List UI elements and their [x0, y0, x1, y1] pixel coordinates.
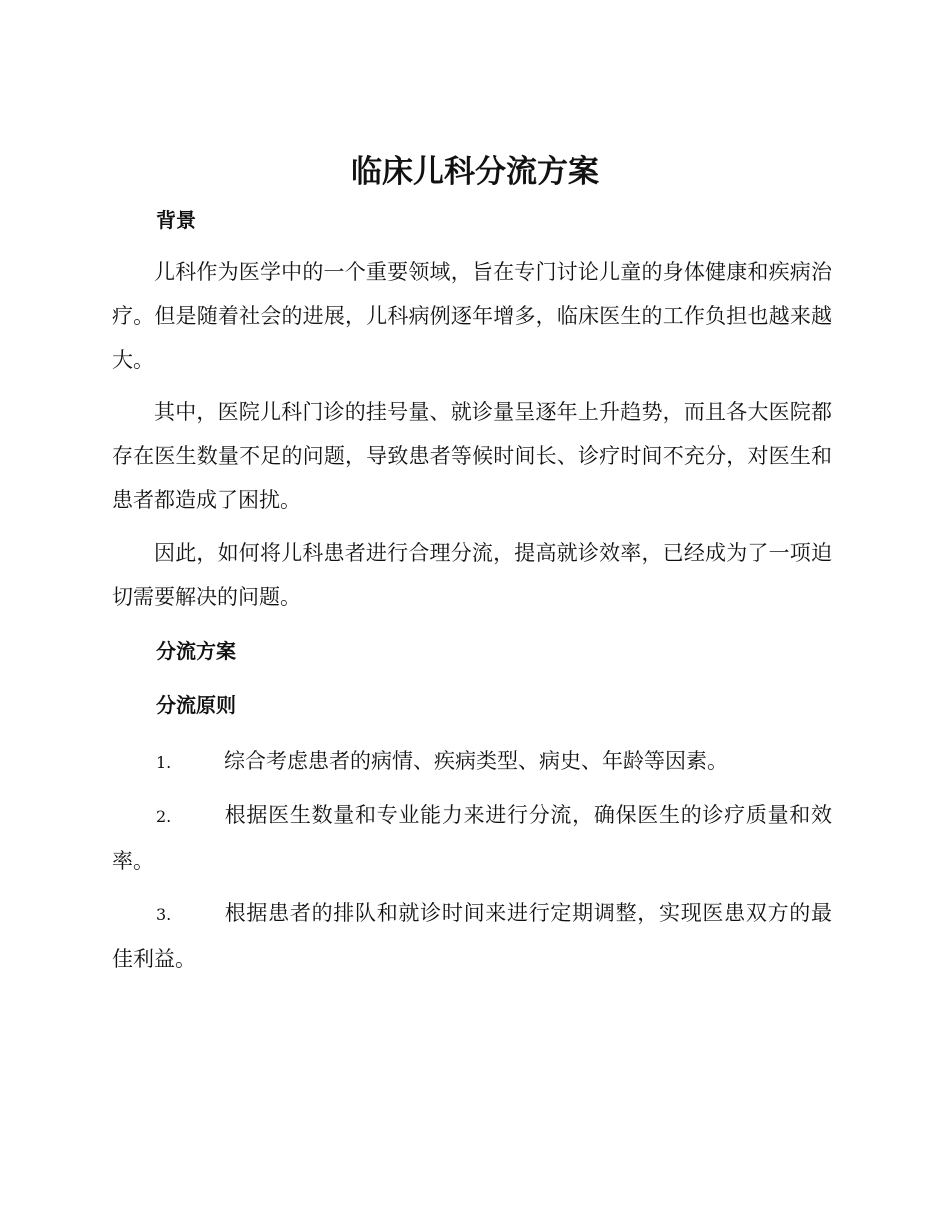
document-title: 临床儿科分流方案 — [351, 154, 599, 190]
principle-item-1 — [112, 739, 832, 785]
section-heading-background: 背景 — [156, 208, 196, 232]
principle-number-2: 2. — [156, 807, 172, 826]
principle-text-3: 根据患者的排队和就诊时间来进行定期调整，实现医患双方的最佳利益。 — [112, 901, 832, 971]
principle-item-3 — [112, 891, 832, 981]
principle-number-3: 3. — [156, 905, 172, 924]
background-paragraph-1: 儿科作为医学中的一个重要领域，旨在专门讨论儿童的身体健康和疾病治疗。但是随着社会的进展，儿科病例逐年增多，临床医生的工作负担也越来越大。 — [112, 260, 832, 372]
background-paragraph-2: 其中，医院儿科门诊的挂号量、就诊量呈逐年上升趋势，而且各大医院都存在医生数量不足的问题，导致患者等候时间长、诊疗时间不充分，对医生和患者都造成了困扰。 — [112, 400, 832, 512]
principle-text-1: 综合考虑患者的病情、疾病类型、病史、年龄等因素。 — [224, 749, 728, 773]
section-heading-triage-principles: 分流原则 — [156, 693, 236, 717]
principle-text-2: 根据医生数量和专业能力来进行分流，确保医生的诊疗质量和效率。 — [112, 803, 832, 873]
background-paragraph-3: 因此，如何将儿科患者进行合理分流，提高就诊效率，已经成为了一项迫切需要解决的问题。 — [112, 541, 832, 609]
section-heading-triage-plan: 分流方案 — [156, 639, 236, 663]
principle-item-2 — [112, 793, 832, 883]
principle-number-1: 1. — [156, 753, 172, 772]
